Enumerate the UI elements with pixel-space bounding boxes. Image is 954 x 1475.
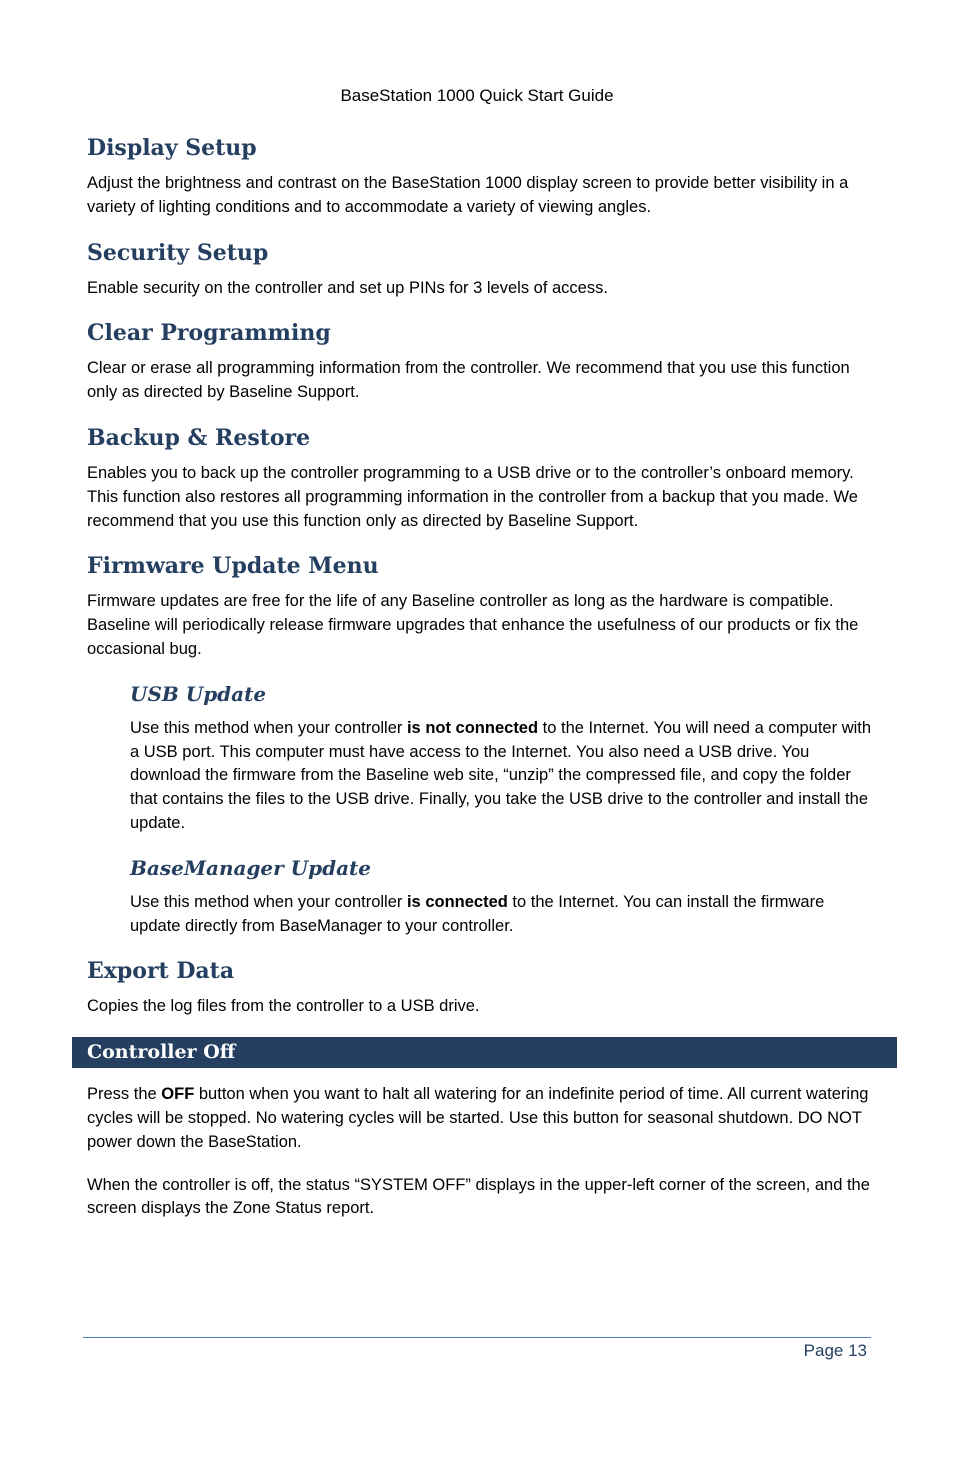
- heading-usb-update: USB Update: [130, 681, 267, 706]
- banner-controller-off: Controller Off: [72, 1037, 897, 1068]
- text-export-data: Copies the log files from the controller to a USB drive.: [87, 997, 480, 1016]
- section-export-data: [87, 955, 877, 1019]
- section-clear-programming: [87, 317, 877, 405]
- text-usb-bold: is not connected: [406, 718, 539, 737]
- text-usb-update: [130, 717, 877, 836]
- heading-firmware-update: Firmware Update Menu: [87, 553, 379, 580]
- page-number: Page 13: [803, 1341, 867, 1360]
- text-off-before: Press the: [87, 1085, 162, 1104]
- text-firmware-update: Firmware updates are free for the life of any Baseline controller as long as the hardware is compatible. Baseline will periodically release firmware upgrades that enhance the usefulness of our products or fix the occasional bug.: [87, 592, 859, 658]
- heading-display-setup: Display Setup: [87, 135, 257, 161]
- heading-clear-programming: Clear Programming: [87, 320, 331, 347]
- subsection-usb-update: [130, 679, 877, 836]
- heading-backup-restore: Backup & Restore: [87, 424, 311, 451]
- text-off-after: button when you want to halt all watering for an indefinite period of time. All current watering cycles will be stopped. No watering cycles will be started. Use this button for seasonal shutdown. DO NOT power down the BaseStation.: [87, 1085, 869, 1151]
- text-controller-off-2: When the controller is off, the status “SYSTEM OFF” displays in the upper-left corner of the screen, and the screen displays the Zone Status report.: [87, 1175, 870, 1218]
- text-usb-before: Use this method when your controller: [130, 718, 407, 737]
- heading-basemanager-update: BaseManager Update: [130, 855, 371, 880]
- text-basemanager-update: [130, 891, 877, 939]
- section-security-setup: [87, 237, 877, 301]
- footer-divider: [83, 1337, 871, 1338]
- text-bm-bold: is connected: [406, 892, 508, 911]
- running-header: BaseStation 1000 Quick Start Guide: [340, 86, 614, 105]
- text-off-bold: OFF: [161, 1085, 195, 1104]
- text-controller-off-1: [87, 1083, 877, 1154]
- text-bm-after: to the Internet. You can install the firmware update directly from BaseManager to your controller.: [130, 892, 825, 935]
- section-backup-restore: [87, 422, 877, 533]
- heading-export-data: Export Data: [87, 958, 235, 985]
- page-content: [87, 132, 877, 1240]
- text-clear-programming: Clear or erase all programming information from the controller. We recommend that you use this function only as directed by Baseline Support.: [87, 359, 850, 402]
- text-display-setup: Adjust the brightness and contrast on the BaseStation 1000 display screen to provide better visibility in a variety of lighting conditions and to accommodate a variety of viewing angles.: [87, 174, 849, 216]
- text-backup-restore: Enables you to back up the controller programming to a USB drive or to the controller’s onboard memory. This function also restores all programming information in the controller from a backup that you made. We recommend that you use this function only as directed by Baseline Support.: [87, 463, 858, 530]
- section-display-setup: [87, 132, 877, 220]
- text-usb-after: to the Internet. You will need a computer with a USB port. This computer must have access to the Internet. You also need a USB drive. You download the firmware from the Baseline web site, “unzip” the compressed file, and copy the folder that contains the files to the USB drive. Finally, you take the USB drive to the controller and install the update.: [130, 718, 872, 832]
- text-security-setup: Enable security on the controller and set up PINs for 3 levels of access.: [87, 278, 608, 297]
- subsection-basemanager-update: [130, 853, 877, 939]
- heading-security-setup: Security Setup: [87, 239, 269, 266]
- text-bm-before: Use this method when your controller: [130, 892, 407, 911]
- section-firmware-update: [87, 550, 877, 661]
